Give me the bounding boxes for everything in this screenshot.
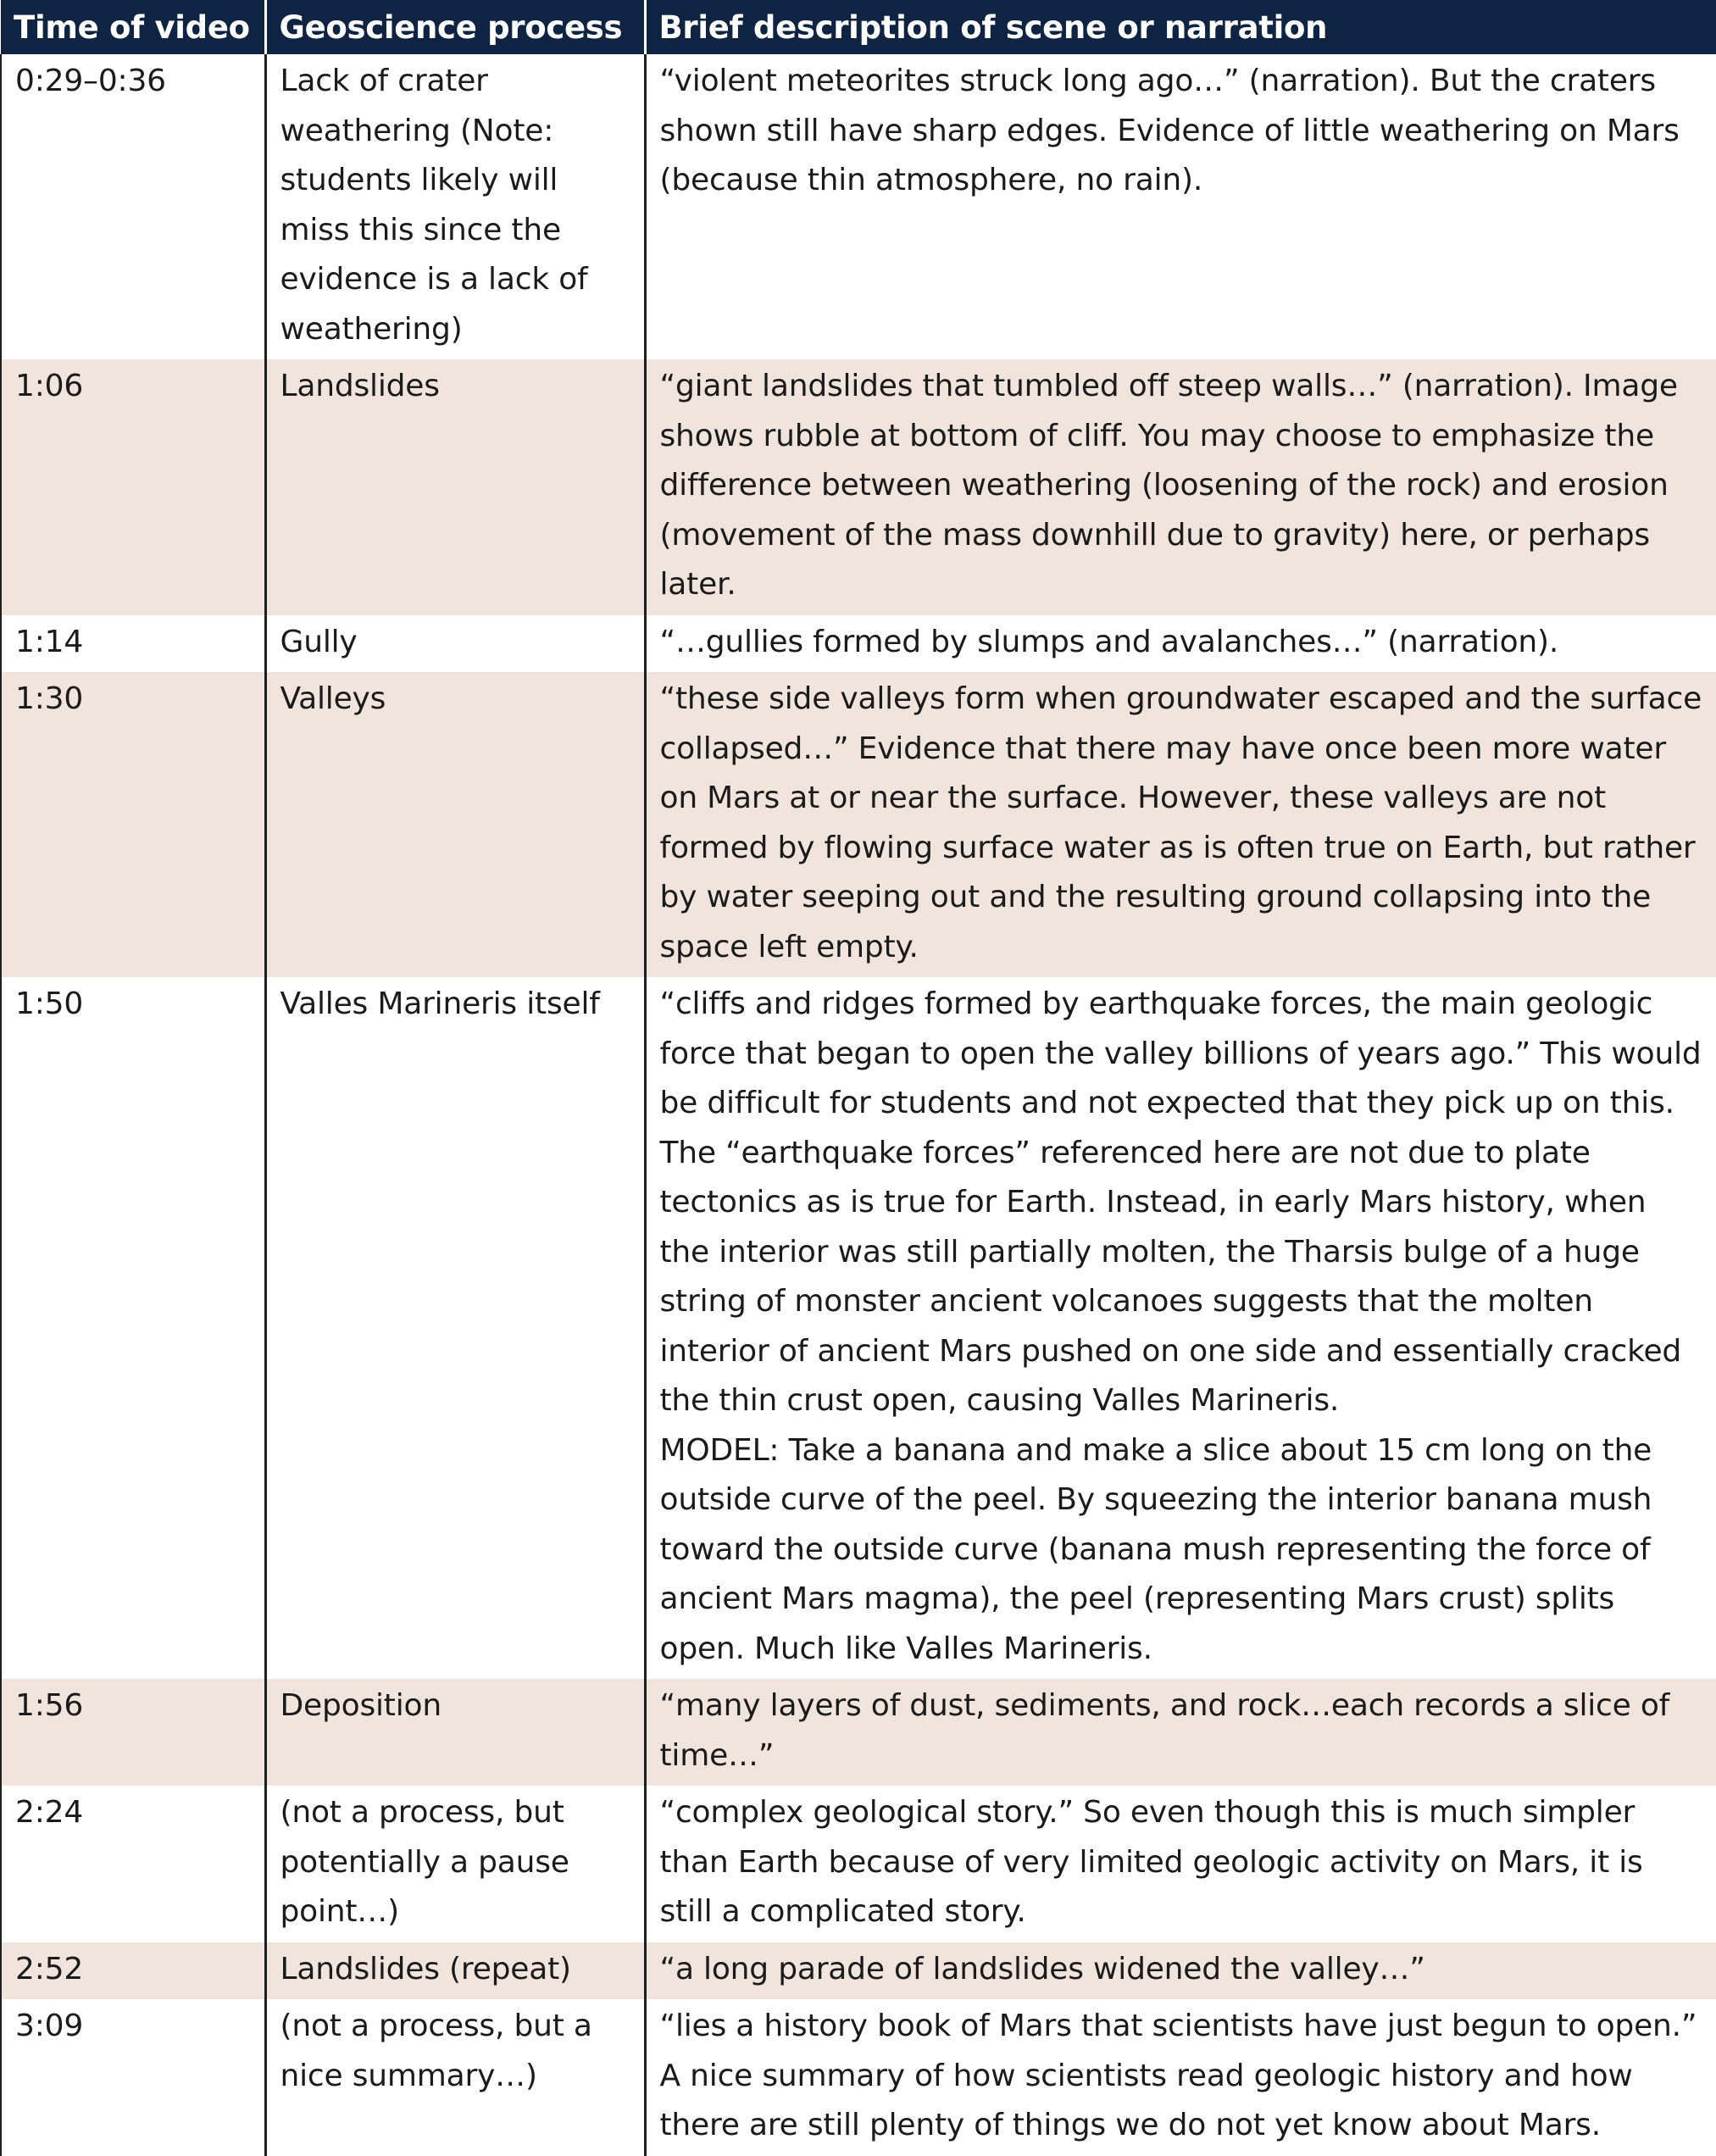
description-text: “cliffs and ridges formed by earthquake forces, the main geologic force that began to open the valley billions of years ago.” This would be difficult for students and not expected that they pick up on this. The “earthquake forces” referenced here are not due to plate tectonics as is true for Earth. Instead, in early Mars history, when the interior was still partially molten, the Tharsis bulge of a huge string of monster ancient volcanoes suggests that the molten interior of ancient Mars pushed on one side and essentially cracked the thin crust open, causing Valles Marineris. [659, 986, 1702, 1418]
cell-process: Landslides (repeat) [265, 1942, 645, 2000]
cell-description: “many layers of dust, sediments, and rock…each records a slice of time…” [645, 1679, 1716, 1786]
header-time-of-video: Time of video [1, 0, 265, 54]
cell-process: (not a process, but potentially a pause point…) [265, 1786, 645, 1942]
cell-time: 2:24 [1, 1786, 265, 1942]
table-row [1, 977, 1716, 1679]
cell-description: “lies a history book of Mars that scientists have just begun to open.” A nice summary of how scientists read geologic history and how there are still plenty of things we do not yet know about Mars. [659, 2009, 1697, 2142]
cell-process: Landslides [265, 359, 645, 615]
table-row [1, 672, 1716, 977]
header-row [1, 0, 1716, 54]
table-row [1, 54, 1716, 359]
cell-process: Deposition [265, 1679, 645, 1786]
cell-description [645, 977, 1716, 1679]
cell-process: (not a process, but a nice summary…) [265, 1999, 645, 2156]
table-row [1, 615, 1716, 673]
cell-time: 0:29–0:36 [1, 54, 265, 359]
cell-description: “these side valleys form when groundwater escaped and the surface collapsed…” Evidence that there may have once been more water on Mars at or near the surface. However, these valleys are not formed by flowing surface water as is often true on Earth, but rather by water seeping out and the resulting ground collapsing into the space left empty. [645, 672, 1716, 977]
cell-description: “giant landslides that tumbled off steep walls…” (narration). Image shows rubble at bottom of cliff. You may choose to emphasize the difference between weathering (loosening of the rock) and erosion (movement of the mass downhill due to gravity) here, or perhaps later. [645, 359, 1716, 615]
table-row [1, 1999, 1716, 2156]
table-body [1, 54, 1716, 2156]
cell-process: Valles Marineris itself [265, 977, 645, 1679]
cell-time: 1:50 [1, 977, 265, 1679]
table-row [1, 359, 1716, 615]
table-row [1, 1942, 1716, 2000]
cell-time: 2:52 [1, 1942, 265, 2000]
cell-description: “complex geological story.” So even though this is much simpler than Earth because of very limited geologic activity on Mars, it is still a complicated story. [659, 1795, 1643, 1929]
cell-time: 1:56 [1, 1679, 265, 1786]
table-row [1, 1679, 1716, 1786]
cell-time: 3:09 [1, 1999, 265, 2156]
cell-description: “violent meteorites struck long ago…” (narration). But the craters shown still have sharp edges. Evidence of little weathering on Mars (because thin atmosphere, no rain). [659, 64, 1680, 197]
model-text: MODEL: Take a banana and make a slice about 15 cm long on the outside curve of the peel. By squeezing the interior banana mush toward the outside curve (banana mush representing the force of ancient Mars magma), the peel (representing Mars crust) splits open. Much like Valles Marineris. [659, 1432, 1652, 1666]
cell-description: “…gullies formed by slumps and avalanches…” (narration). [659, 624, 1559, 659]
cell-process: Gully [265, 615, 645, 673]
cell-time: 1:06 [1, 359, 265, 615]
table-row [1, 1786, 1716, 1942]
cell-process: Valleys [265, 672, 645, 977]
table-header [1, 0, 1716, 54]
cell-description: “a long parade of landslides widened the valley…” [645, 1942, 1716, 2000]
cell-time: 1:30 [1, 672, 265, 977]
cell-time: 1:14 [1, 615, 265, 673]
header-description: Brief description of scene or narration [645, 0, 1716, 54]
cell-process: Lack of crater weathering (Note: students likely will miss this since the evidence is a lack of weathering) [265, 54, 645, 359]
header-geoscience-process: Geoscience process [265, 0, 645, 54]
